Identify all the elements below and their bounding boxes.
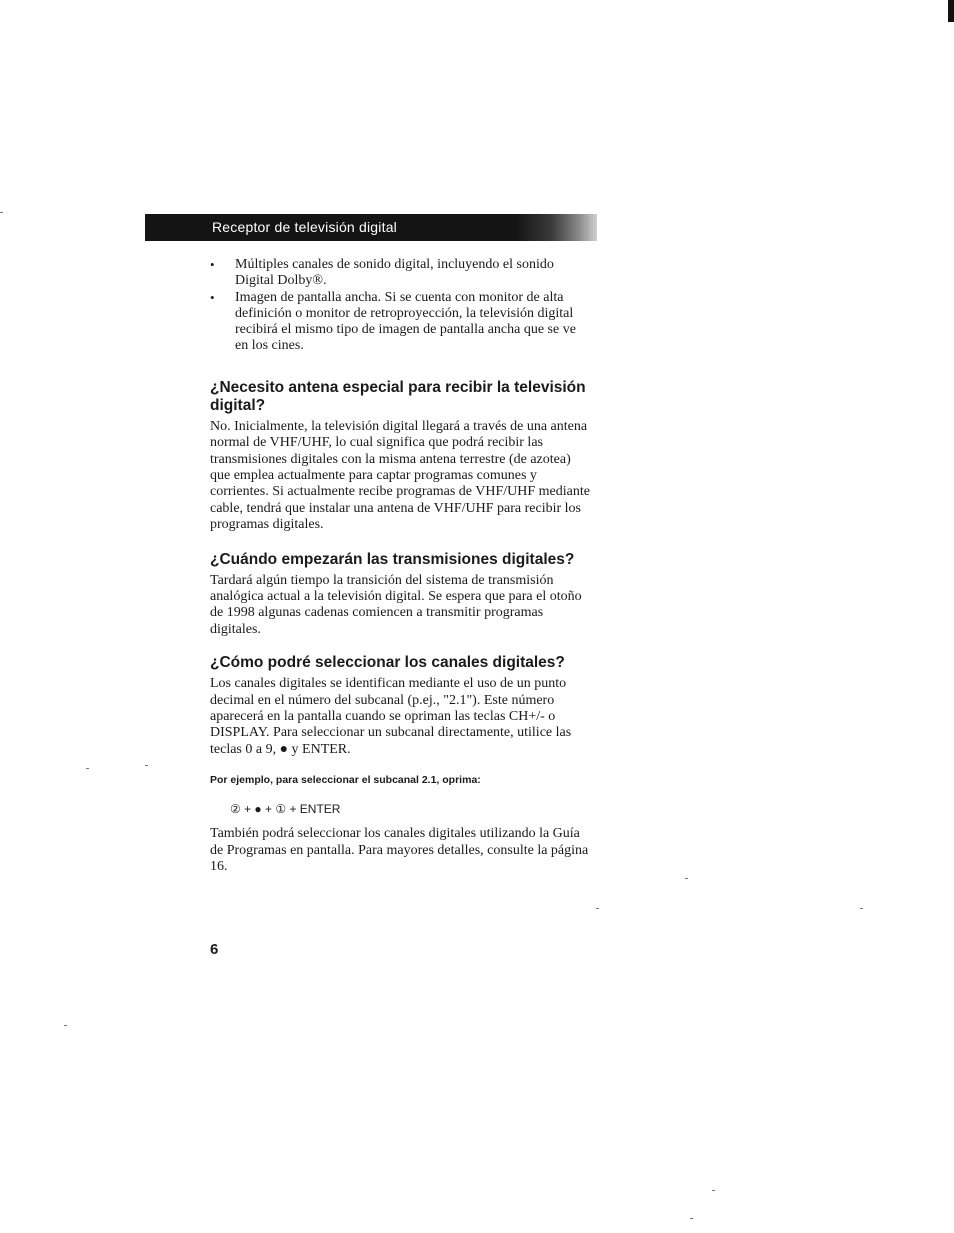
section-heading-transmisiones: ¿Cuándo empezarán las transmisiones digitales? [210, 550, 575, 568]
key-sequence: ② + ● + ① + ENTER [230, 802, 341, 817]
section-header-bar [145, 214, 597, 241]
bullet-item [210, 257, 592, 290]
page-edge-mark [948, 0, 954, 22]
feature-bullet-list [210, 257, 592, 355]
example-instruction: Por ejemplo, para seleccionar el subcanal 2.1, oprima: [210, 774, 481, 787]
closing-paragraph: También podrá seleccionar los canales digitales utilizando la Guía de Programas en pantalla. Para mayores detalles, consulte la página 16. [210, 826, 589, 875]
page-number: 6 [210, 941, 219, 958]
bullet-text: Múltiples canales de sonido digital, incluyendo el sonido Digital Dolby®. [235, 257, 554, 289]
section-body-canales: Los canales digitales se identifican mediante el uso de un punto decimal en el número del subcanal (p.ej., "2.1"). Este número aparecerá en la pantalla cuando se opriman las teclas CH+/- o DISPLAY. Para seleccionar un subcanal directamente, utilice las teclas 0 a 9, ● y ENTER. [210, 676, 572, 757]
section-body-transmisiones: Tardará algún tiempo la transición del sistema de transmisión analógica actual a la televisión digital. Se espera que para el otoño de 1998 algunas cadenas comiencen a transmitir programas digitales. [210, 572, 582, 637]
section-heading-antena: ¿Necesito antena especial para recibir la televisión digital? [210, 378, 586, 414]
bullet-icon: • [210, 289, 215, 305]
bullet-item [210, 290, 592, 355]
bullet-icon: • [210, 257, 215, 272]
section-header-title: Receptor de televisión digital [212, 219, 397, 235]
page-content [210, 257, 592, 876]
section-heading-canales: ¿Cómo podré seleccionar los canales digitales? [210, 654, 565, 672]
section-body-antena: No. Inicialmente, la televisión digital llegará a través de una antena normal de VHF/UHF, lo cual significa que podrá recibir las transmisiones digitales con la misma antena terrestre (de azotea) que emplea actualmente para captar programas comunes y corrientes. Si actualmente recibe programas de VHF/UHF mediante cable, tendrá que instalar una antena de VHF/UHF para recibir los programas digitales. [210, 418, 590, 533]
bullet-text: Imagen de pantalla ancha. Si se cuenta con monitor de alta definición o monitor de retroproyección, la televisión digital recibirá el mismo tipo de imagen de pantalla ancha que se ve en los cines. [235, 289, 576, 354]
